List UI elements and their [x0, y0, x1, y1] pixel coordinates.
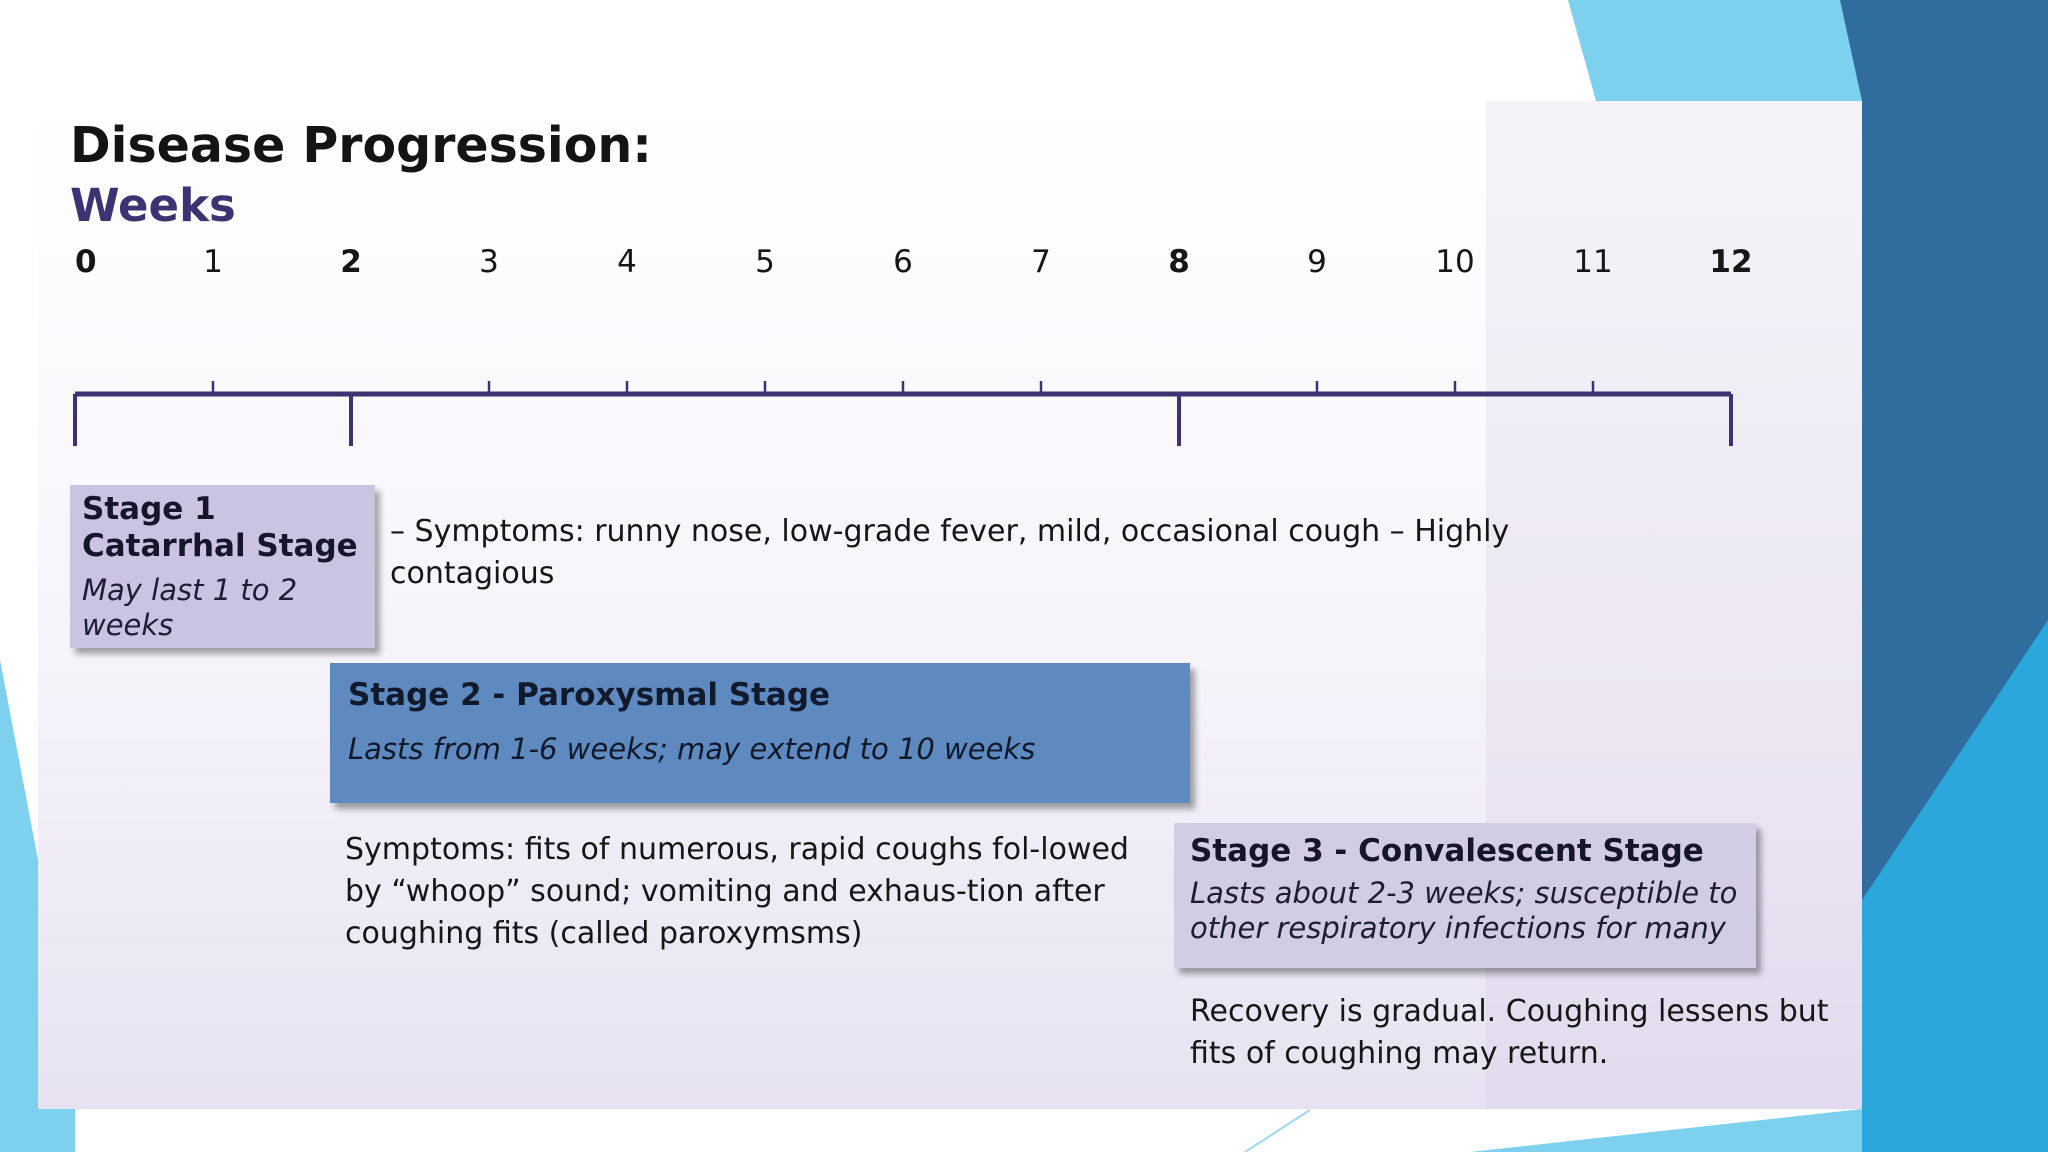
- stage1-title-line1: Stage 1: [82, 491, 216, 527]
- stage3-box: [1174, 823, 1756, 968]
- stage3-note: Recovery is gradual. Coughing lessens but fits of coughing may return.: [1190, 994, 1829, 1071]
- tick-label-week-4: 4: [617, 244, 637, 280]
- tick-label-week-8: 8: [1168, 244, 1190, 280]
- stage2-box: [330, 663, 1190, 803]
- stage2-title: Stage 2 - Paroxysmal Stage: [348, 677, 831, 713]
- tick-label-week-5: 5: [755, 244, 775, 280]
- tick-label-week-2: 2: [340, 244, 362, 280]
- stage2-subtitle: Lasts from 1-6 weeks; may extend to 10 weeks: [348, 732, 1036, 766]
- stage1-subtitle: May last 1 to 2 weeks: [82, 573, 298, 642]
- stage3-title: Stage 3 - Convalescent Stage: [1190, 833, 1704, 869]
- stage1-symptoms: – Symptoms: runny nose, low-grade fever, mild, occasional cough – Highly contagious: [390, 514, 1510, 591]
- tick-label-week-6: 6: [893, 244, 913, 280]
- axis-label: Weeks: [70, 179, 236, 232]
- tick-label-week-3: 3: [479, 244, 499, 280]
- tick-label-week-0: 0: [75, 244, 97, 280]
- stage3-subtitle: Lasts about 2-3 weeks; susceptible to other respiratory infections for many: [1190, 876, 1738, 945]
- stage2-symptoms: Symptoms: fits of numerous, rapid coughs fol-lowed by “whoop” sound; vomiting and exhaus-tion after coughing fits (called paroxymsms): [345, 832, 1129, 951]
- diagram-panel: [38, 101, 1862, 1109]
- stage1-box: [70, 485, 375, 648]
- bg-accent-line: [1245, 1110, 1310, 1152]
- stage1-title-line2: Catarrhal Stage: [82, 528, 358, 564]
- tick-label-week-9: 9: [1307, 244, 1327, 280]
- tick-label-week-7: 7: [1031, 244, 1051, 280]
- tick-label-week-1: 1: [203, 244, 223, 280]
- tick-label-week-12: 12: [1709, 244, 1753, 280]
- timeline-axis: [38, 236, 1862, 476]
- tick-label-week-10: 10: [1435, 244, 1475, 280]
- tick-label-week-11: 11: [1573, 244, 1613, 280]
- diagram-title: Disease Progression:: [70, 117, 652, 174]
